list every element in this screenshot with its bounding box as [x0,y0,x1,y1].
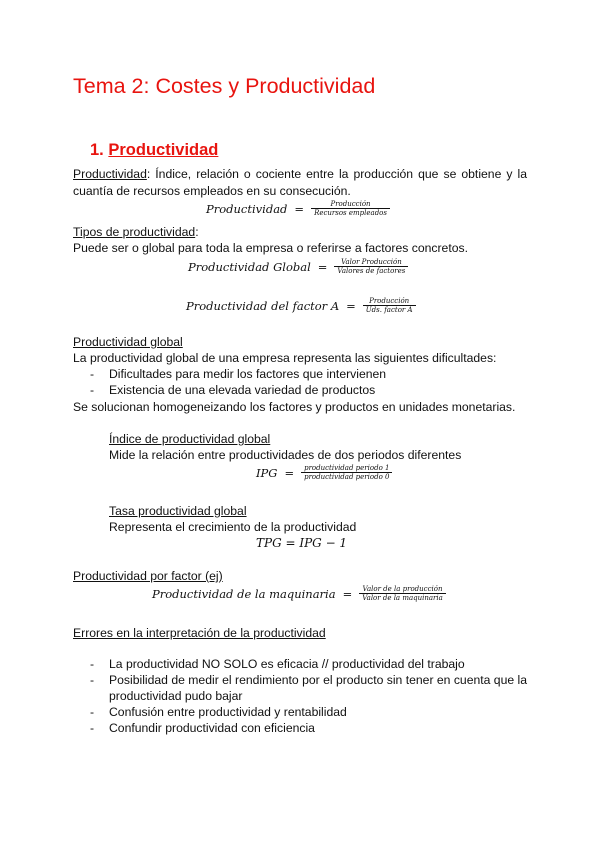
section-number: 1. [90,141,104,159]
formula-ipg [256,464,392,481]
formula-lhs: Productividad del factor A [186,298,340,313]
list-item-text: La productividad NO SOLO es eficacia // productividad del trabajo [109,657,465,671]
bullet-dash: - [90,383,95,397]
denominator: productividad periodo 0 [301,472,392,481]
numerator: Producción [369,297,410,305]
equals-sign: = [284,465,295,480]
formula-tpg: TPG = IPG − 1 [256,536,348,550]
denominator: Valor de la maquinaria [359,593,446,602]
denominator: Uds. factor A [363,305,416,314]
tpg-text: Representa el crecimiento de la productividad [109,520,357,534]
definition-line-1 [73,166,527,184]
formula-fraction [334,258,408,275]
formula-fraction [311,200,390,217]
bullet-dash: - [90,367,95,381]
errores-heading: Errores en la interpretación de la productividad [73,626,326,640]
formula-productividad [206,200,390,217]
formula-fraction [359,585,446,602]
tipos-heading [73,224,199,241]
formula-lhs: IPG [256,465,278,480]
definition-text: : Índice, relación o cociente entre la producción que se obtiene y la [146,167,527,181]
equals-sign: = [317,259,328,274]
numerator: Valor Producción [341,258,402,266]
ipg-heading: Índice de productividad global [109,432,271,446]
denominator: Recursos empleados [311,208,390,217]
section-heading [90,141,218,160]
numerator: Valor de la producción [362,585,443,593]
bullet-dash: - [90,705,95,719]
formula-fraction [301,464,392,481]
list-item-text: Posibilidad de medir el rendimiento por el producto sin tener en cuenta que la [109,673,528,687]
numerator: productividad periodo 1 [304,464,390,472]
factor-ej-heading: Productividad por factor (ej) [73,569,223,583]
formula-fraction [363,297,416,314]
bullet-dash: - [90,657,95,671]
equals-sign: = [294,201,305,216]
formula-global [188,258,408,275]
definition-line-2: cuantía de recursos empleados en su consecución. [73,184,351,198]
formula-maquinaria [152,585,446,602]
tpg-heading: Tasa productividad global [109,504,247,518]
formula-lhs: Productividad de la maquinaria [152,586,336,601]
section-label: Productividad [108,141,219,159]
equals-sign: = [346,298,356,313]
list-item-text: Dificultades para medir los factores que intervienen [109,367,387,381]
tipos-colon: : [195,225,199,239]
tipos-text: Puede ser o global para toda la empresa o referirse a factores concretos. [73,241,468,255]
global-solution: Se solucionan homogeneizando los factores y productos en unidades monetarias. [73,400,516,414]
list-item-continuation: productividad pudo bajar [109,689,243,703]
tipos-heading-text: Tipos de productividad [73,225,196,239]
list-item-text: Confundir productividad con eficiencia [109,721,315,735]
formula-factor-a [186,297,416,314]
global-heading: Productividad global [73,335,183,349]
numerator: Producción [330,200,371,208]
formula-lhs: Productividad Global [188,259,311,274]
bullet-dash: - [90,721,95,735]
global-text: La productividad global de una empresa representa las siguientes dificultades: [73,351,497,365]
formula-lhs: Productividad [206,201,288,216]
bullet-dash: - [90,673,95,687]
denominator: Valores de factores [334,266,408,275]
ipg-text: Mide la relación entre productividades de dos periodos diferentes [109,448,462,462]
equals-sign: = [342,586,353,601]
definition-term: Productividad [73,167,147,181]
page-title: Tema 2: Costes y Productividad [73,74,376,98]
list-item-text: Existencia de una elevada variedad de productos [109,383,376,397]
list-item-text: Confusión entre productividad y rentabilidad [109,705,347,719]
